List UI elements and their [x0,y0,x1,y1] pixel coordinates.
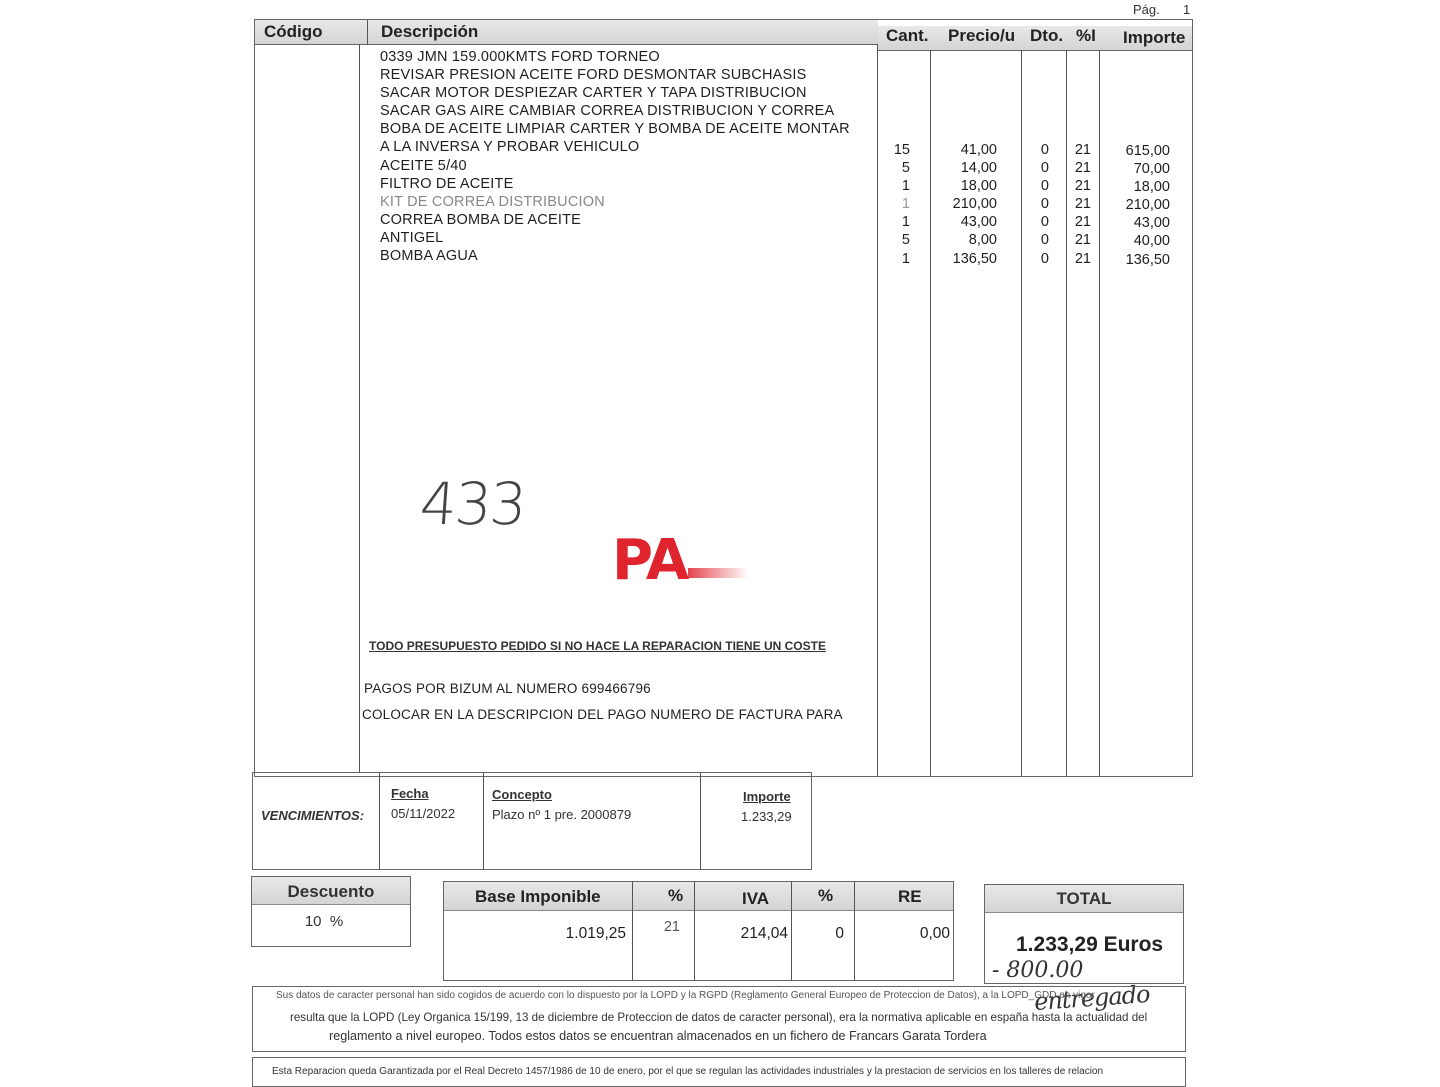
item-importe: 70,00 [1133,161,1170,178]
importe-value: 1.233,29 [741,809,792,824]
header-left-band [255,20,878,44]
precio-column [935,141,997,268]
re-pct-value: 0 [835,925,844,942]
description-line: KIT DE CORREA DISTRIBUCION [380,193,605,210]
item-cant: 5 [901,160,910,177]
item-importe: 43,00 [1133,215,1170,232]
total-label: TOTAL [1056,889,1112,908]
description-line: SACAR GAS AIRE CAMBIAR CORREA DISTRIBUCION Y CORREA [380,103,835,120]
stamp-smear [688,568,748,578]
dto-column [1025,141,1049,268]
re-pct-label: % [818,886,834,905]
item-importe: 136,50 [1125,251,1170,268]
item-importe: 18,00 [1133,179,1170,196]
item-precio: 18,00 [960,178,997,195]
item-importe: 615,00 [1125,143,1170,159]
item-cant: 1 [901,214,910,231]
fecha-label: Fecha [391,786,429,801]
legal-line-1: Sus datos de caracter personal han sido cogidos de acuerdo con lo dispuesto por la LOPD y la RGPD (Reglamento General Europeo de Proteccion de Datos), a la LOPD_GDD en vigor [276,990,1095,1001]
item-importe: 210,00 [1125,197,1170,214]
col-header-descripcion: Descripción [381,22,479,41]
col-divider-dto [1066,50,1067,776]
item-precio: 136,50 [952,250,997,267]
base-imponible-label: Base Imponible [475,887,601,906]
item-iva: 21 [1074,214,1091,231]
tax-divider-2 [694,881,695,981]
item-cant: 1 [901,178,910,195]
description-list [380,48,850,265]
re-value: 0,00 [919,925,950,942]
col-divider-iva [1099,50,1100,776]
col-header-cant: Cant. [886,26,929,45]
note-descripcion-pago: COLOCAR EN LA DESCRIPCION DEL PAGO NUMERO DE FACTURA PARA [362,707,843,722]
col-divider-desc [877,44,878,776]
description-line: CORREA BOMBA DE ACEITE [380,211,582,228]
iva-column [1068,141,1091,268]
tax-divider-1 [632,881,633,981]
legal-line-4: Esta Reparacion queda Garantizada por el Real Decreto 1457/1986 de 10 de enero, por el que se regulan las actividades industriales y la prestacion de servicios en los talleres de relacion [272,1066,1104,1077]
concepto-label: Concepto [492,787,552,802]
venc-divider-3 [700,772,701,870]
description-line: ANTIGEL [380,229,444,246]
handwritten-number: 433 [417,470,528,538]
concepto-value: Plazo nº 1 pre. 2000879 [492,807,632,822]
description-line: 0339 JMN 159.000KMTS FORD TORNEO [380,49,660,65]
tax-divider-3 [791,881,792,981]
item-cant: 5 [901,232,910,249]
item-dto: 0 [1040,160,1049,177]
item-dto: 0 [1040,142,1049,158]
col-header-dto: Dto. [1030,26,1064,45]
base-pct-value: 21 [663,919,680,935]
description-line: A LA INVERSA Y PROBAR VEHICULO [380,139,640,156]
re-label: RE [898,887,922,906]
total-value: 1.233,29 Euros [1016,933,1164,956]
item-iva: 21 [1074,196,1091,213]
description-line: SACAR MOTOR DESPIEZAR CARTER Y TAPA DISTRIBUCION [380,85,807,102]
item-cant: 1 [901,250,910,267]
item-precio: 8,00 [968,232,997,249]
item-dto: 0 [1040,250,1049,267]
item-cant: 1 [901,196,910,213]
fecha-value: 05/11/2022 [391,806,456,821]
venc-divider-2 [483,772,484,870]
handwritten-entregado: entregado [1033,980,1151,1016]
item-importe: 40,00 [1133,233,1170,250]
header-divider [255,44,878,45]
item-precio: 43,00 [960,214,997,231]
col-divider-precio [1021,50,1022,776]
header-divider-right [878,50,1192,51]
item-iva: 21 [1074,142,1091,158]
item-iva: 21 [1074,232,1091,249]
description-line: BOMBA AGUA [380,248,478,265]
item-iva: 21 [1074,160,1091,177]
venc-divider-1 [379,772,380,870]
descuento-label: Descuento [287,882,375,901]
item-dto: 0 [1040,214,1049,231]
item-iva: 21 [1074,178,1091,195]
legal-line-3: reglamento a nivel europeo. Todos estos datos se encuentran almacenados en un fichero de Francars Garata Tordera [329,1029,987,1043]
handwritten-paid-amount: - 800.00 [992,958,1084,983]
col-header-precio: Precio/u [948,26,1016,45]
description-line: ACEITE 5/40 [380,157,467,174]
paid-stamp: PA [612,528,688,593]
importe-label: Importe [743,789,791,804]
legal-line-2: resulta que la LOPD (Ley Organica 15/199, 13 de diciembre de Proteccion de datos de caracter personal), era la normativa aplicable en españa hasta la actualidad del [290,1011,1148,1024]
iva-label: IVA [742,889,770,908]
cant-column [880,141,910,268]
descuento-box [251,876,411,947]
base-pct-label: % [668,886,684,905]
item-iva: 21 [1074,250,1091,267]
page-number-label: Pág. [1133,2,1160,17]
importe-column [1105,142,1170,269]
col-divider-cant [930,50,931,776]
col-header-importe: Importe [1123,28,1186,47]
description-line: REVISAR PRESION ACEITE FORD DESMONTAR SUBCHASIS [380,67,807,84]
item-precio: 14,00 [960,160,997,177]
description-line: FILTRO DE ACEITE [380,175,514,192]
item-precio: 41,00 [960,142,997,158]
item-dto: 0 [1040,178,1049,195]
base-imponible-value: 1.019,25 [565,925,626,942]
vencimientos-label: VENCIMIENTOS: [261,808,365,823]
col-header-codigo: Código [264,22,323,41]
item-dto: 0 [1040,196,1049,213]
page-number: 1 [1183,2,1191,17]
item-precio: 210,00 [952,196,997,213]
col-divider-header-codigo [367,20,368,44]
note-presupuesto: TODO PRESUPUESTO PEDIDO SI NO HACE LA REPARACION TIENE UN COSTE [369,639,826,653]
description-line: BOBA DE ACEITE LIMPIAR CARTER Y BOMBA DE ACEITE MONTAR [380,121,850,138]
iva-value: 214,04 [740,925,788,942]
descuento-value: 10 % [304,913,344,930]
note-bizum: PAGOS POR BIZUM AL NUMERO 699466796 [364,681,651,696]
item-dto: 0 [1040,232,1049,249]
col-header-iva-pct: %I [1076,26,1096,45]
col-divider-codigo [359,44,360,772]
tax-divider-4 [854,881,855,981]
item-cant: 15 [893,142,910,158]
